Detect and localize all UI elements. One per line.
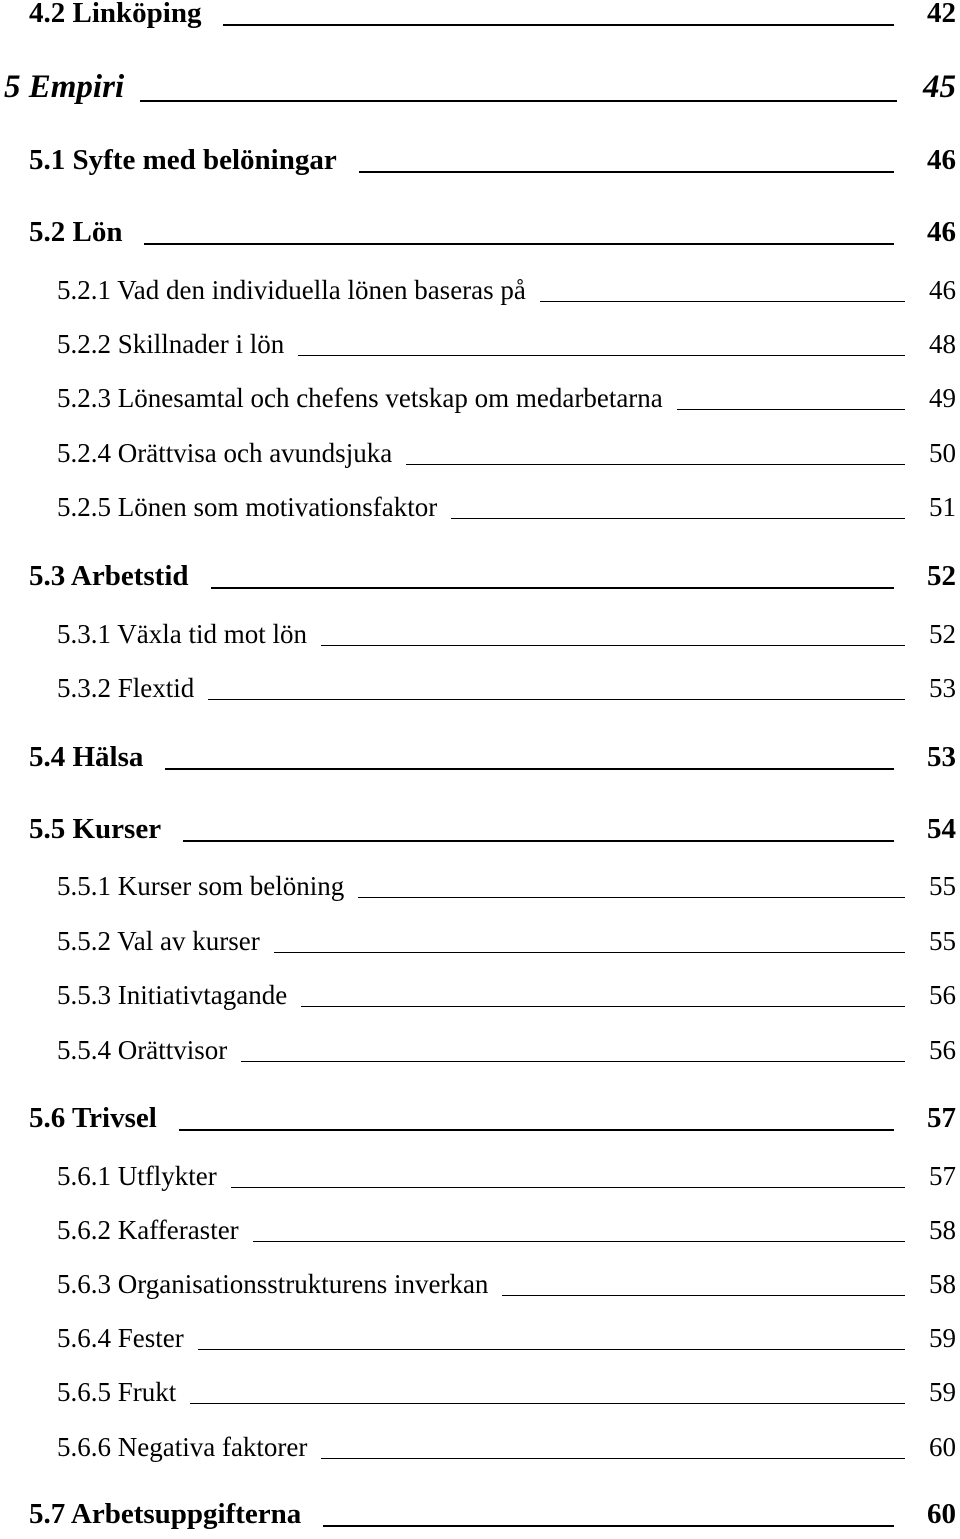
toc-entry-page: 52 — [929, 619, 956, 649]
toc-entry[interactable] — [57, 1269, 956, 1300]
toc-entry-title: 5.5.4 Orättvisor — [57, 1035, 228, 1065]
toc-entry-page: 58 — [929, 1215, 956, 1245]
toc-entry-title: 5.2.4 Orättvisa och avundsjuka — [57, 438, 393, 468]
toc-leader-line — [321, 1458, 905, 1459]
toc-entry-title: 5.3.2 Flextid — [57, 673, 195, 703]
toc-leader-line — [253, 1241, 905, 1242]
toc-entry-page: 59 — [929, 1323, 956, 1353]
toc-leader-line — [165, 768, 894, 770]
toc-entry-page: 52 — [927, 560, 956, 592]
toc-entry[interactable] — [29, 1498, 956, 1531]
toc-entry-title: 5.2.5 Lönen som motivationsfaktor — [57, 492, 438, 522]
toc-entry[interactable] — [57, 980, 956, 1011]
toc-entry[interactable] — [57, 871, 956, 902]
toc-entry-title: 5.7 Arbetsuppgifterna — [29, 1498, 302, 1530]
toc-entry[interactable] — [57, 275, 956, 306]
toc-entry[interactable] — [29, 741, 956, 774]
toc-entry[interactable] — [57, 1377, 956, 1408]
toc-leader-line — [223, 24, 894, 26]
toc-entry[interactable] — [4, 69, 956, 106]
toc-entry-title: 5.5.2 Val av kurser — [57, 926, 260, 956]
toc-entry[interactable] — [57, 673, 956, 704]
toc-entry[interactable] — [29, 1102, 956, 1135]
toc-entry-title: 5.4 Hälsa — [29, 741, 144, 773]
toc-entry[interactable] — [57, 926, 956, 957]
toc-entry[interactable] — [57, 1323, 956, 1354]
toc-entry[interactable] — [57, 492, 956, 523]
toc-leader-line — [298, 355, 905, 356]
toc-leader-line — [321, 645, 905, 646]
toc-entry-page: 51 — [929, 492, 956, 522]
toc-entry[interactable] — [29, 0, 956, 30]
toc-entry[interactable] — [29, 144, 956, 177]
toc-leader-line — [274, 952, 905, 953]
toc-entry-page: 54 — [927, 813, 956, 845]
toc-leader-line — [241, 1061, 905, 1062]
toc-entry-title: 5.5.3 Initiativtagande — [57, 980, 288, 1010]
toc-entry-page: 53 — [927, 741, 956, 773]
toc-entry-page: 45 — [923, 69, 956, 105]
toc-entry-page: 46 — [927, 216, 956, 248]
toc-leader-line — [211, 587, 895, 589]
toc-entry-page: 48 — [929, 329, 956, 359]
toc-entry-page: 46 — [927, 144, 956, 176]
toc-entry[interactable] — [57, 1432, 956, 1463]
toc-entry[interactable] — [29, 813, 956, 846]
toc-leader-line — [323, 1525, 894, 1527]
toc-entry-page: 50 — [929, 438, 956, 468]
toc-leader-line — [358, 897, 905, 898]
toc-entry-page: 56 — [929, 980, 956, 1010]
toc-entry[interactable] — [57, 438, 956, 469]
toc-leader-line — [451, 518, 905, 519]
toc-entry-page: 57 — [927, 1102, 956, 1134]
toc-leader-line — [140, 100, 897, 102]
toc-entry-title: 5.3 Arbetstid — [29, 560, 189, 592]
toc-entry[interactable] — [57, 329, 956, 360]
toc-leader-line — [301, 1006, 905, 1007]
toc-entry-page: 49 — [929, 383, 956, 413]
toc-leader-line — [359, 171, 894, 173]
toc-entry-page: 55 — [929, 926, 956, 956]
toc-entry-title: 5.6.2 Kafferaster — [57, 1215, 239, 1245]
toc-entry-title: 5.3.1 Växla tid mot lön — [57, 619, 307, 649]
toc-entry-title: 5.6.1 Utflykter — [57, 1161, 217, 1191]
toc-entry-title: 4.2 Linköping — [29, 0, 202, 29]
toc-entry-title: 5.6 Trivsel — [29, 1102, 157, 1134]
toc-entry-title: 5.2.1 Vad den individuella lönen baseras på — [57, 275, 526, 305]
toc-entry-title: 5 Empiri — [4, 69, 125, 105]
toc-entry-title: 5.5 Kurser — [29, 813, 162, 845]
toc-entry-title: 5.2 Lön — [29, 216, 123, 248]
toc-entry-title: 5.2.2 Skillnader i lön — [57, 329, 285, 359]
toc-leader-line — [231, 1187, 905, 1188]
toc-entry-title: 5.2.3 Lönesamtal och chefens vetskap om medarbetarna — [57, 383, 663, 413]
toc-entry[interactable] — [57, 1035, 956, 1066]
toc-entry[interactable] — [57, 1161, 956, 1192]
toc-leader-line — [406, 464, 905, 465]
toc-entry[interactable] — [29, 560, 956, 593]
toc-entry-title: 5.6.5 Frukt — [57, 1377, 177, 1407]
toc-entry[interactable] — [57, 383, 956, 414]
toc-entry-title: 5.6.3 Organisationsstrukturens inverkan — [57, 1269, 489, 1299]
toc-entry-page: 58 — [929, 1269, 956, 1299]
toc-leader-line — [198, 1349, 905, 1350]
toc-leader-line — [144, 243, 894, 245]
toc-entry-page: 60 — [929, 1432, 956, 1462]
toc-entry-page: 57 — [929, 1161, 956, 1191]
toc-entry[interactable] — [57, 619, 956, 650]
toc-entry-page: 53 — [929, 673, 956, 703]
toc-entry-page: 59 — [929, 1377, 956, 1407]
toc-entry-page: 42 — [927, 0, 956, 29]
toc-leader-line — [677, 409, 905, 410]
toc-entry-title: 5.6.6 Negativa faktorer — [57, 1432, 308, 1462]
toc-entry-title: 5.6.4 Fester — [57, 1323, 184, 1353]
toc-entry[interactable] — [57, 1215, 956, 1246]
toc-leader-line — [502, 1295, 905, 1296]
toc-entry-page: 55 — [929, 871, 956, 901]
toc-entry-title: 5.1 Syfte med belöningar — [29, 144, 337, 176]
toc-leader-line — [208, 699, 905, 700]
toc-leader-line — [183, 840, 894, 842]
toc-leader-line — [179, 1129, 894, 1131]
toc-leader-line — [540, 301, 905, 302]
toc-entry-page: 60 — [927, 1498, 956, 1530]
toc-entry-title: 5.5.1 Kurser som belöning — [57, 871, 345, 901]
toc-entry[interactable] — [29, 216, 956, 249]
toc-leader-line — [190, 1403, 905, 1404]
toc-entry-page: 46 — [929, 275, 956, 305]
toc-entry-page: 56 — [929, 1035, 956, 1065]
